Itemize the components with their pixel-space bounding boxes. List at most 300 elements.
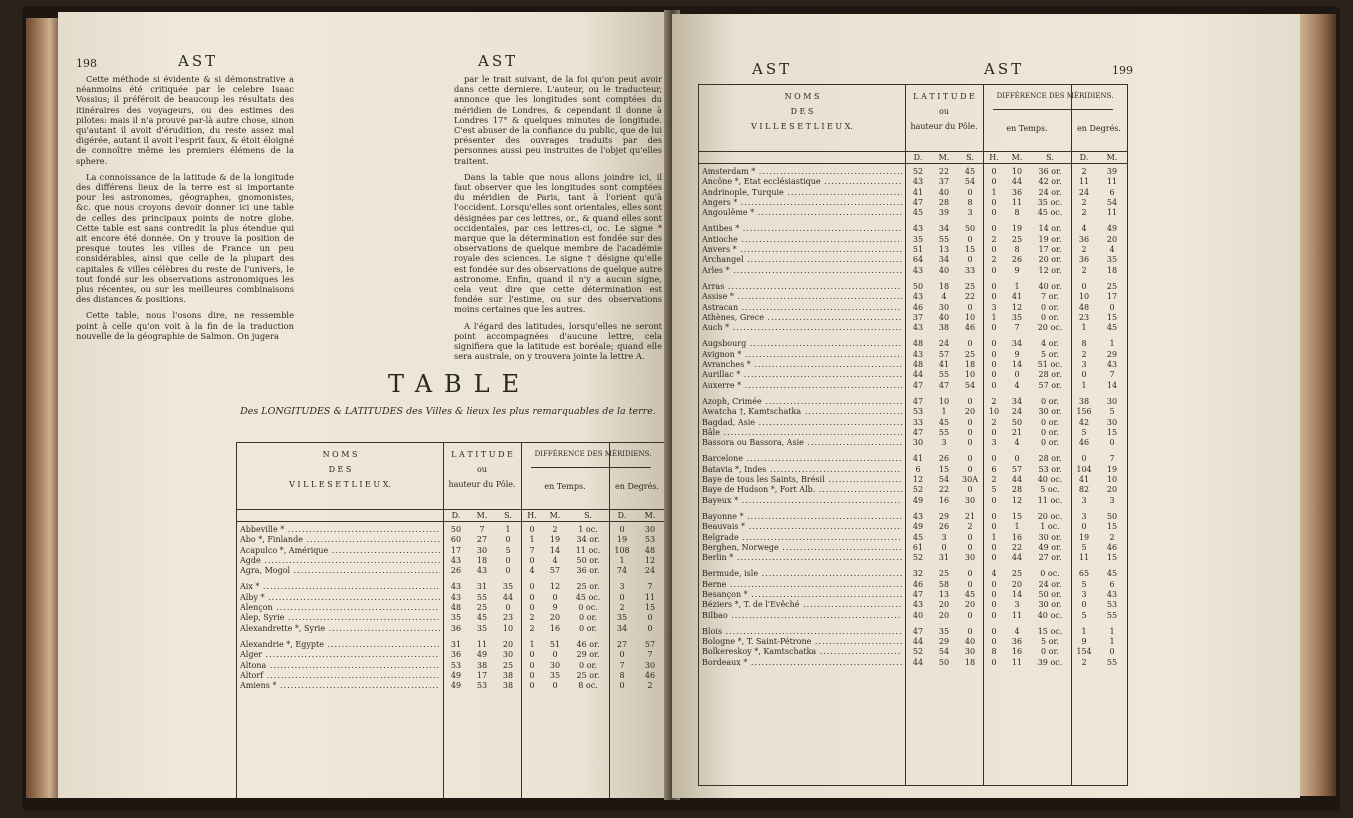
- coordinate-value: 51: [549, 639, 561, 649]
- coordinate-value: 10: [964, 312, 976, 322]
- coordinate-value: 57: [938, 349, 950, 359]
- coordinate-value: 65: [1078, 569, 1090, 579]
- coordinate-value: 1: [505, 525, 511, 534]
- coordinate-value: 50: [964, 224, 976, 234]
- coordinate-value: 40: [938, 265, 950, 275]
- table-row: [699, 627, 1127, 637]
- coordinate-value: 20: [1106, 485, 1118, 495]
- coordinate-value: 2: [1109, 532, 1115, 542]
- table-head-latitude: hauteur du Pôle.: [910, 122, 978, 131]
- coordinate-value: 45: [964, 589, 976, 599]
- coordinate-value: 41: [912, 454, 924, 464]
- coordinate-value: 21: [1011, 427, 1023, 437]
- coordinate-value: 24: [1078, 187, 1090, 197]
- coordinate-value: 33: [912, 417, 924, 427]
- place-name: Assise * .....: [702, 292, 902, 302]
- paragraph: par le trait suivant, de la foi qu'on peut avoir dans cette derniere. L'auteur, ou le traducteur, annonce que les longitudes sont comptées du méridien de Londres, & cependant il donne à Londres 17° & quelques minutes de longitude. C'est abuser de la confiance du public, que de lui présenter des ouvrages traduits par des personnes aussi peu instruites de l'objet qu'elles traitent.: [454, 74, 662, 166]
- coordinate-value: 0: [991, 292, 997, 302]
- table-head-names: V I L L E S E T L I E U X.: [751, 122, 853, 131]
- coordinate-value: 0: [991, 281, 997, 291]
- place-name: Awatcha †, Kamtschatka .....: [702, 407, 902, 417]
- coordinate-value: 49: [912, 495, 924, 505]
- coordinate-value: 39 oc.: [1037, 657, 1063, 667]
- table-head-temps: en Temps.: [1006, 124, 1048, 133]
- place-name: Auxerre * .....: [702, 381, 902, 391]
- coordinate-value: 30A: [962, 475, 978, 485]
- table-unit-label: D.: [1079, 153, 1089, 162]
- table-head-latitude: L A T I T U D E: [913, 92, 975, 101]
- coordinate-value: 39: [938, 208, 950, 218]
- coordinate-value: 34: [938, 255, 950, 265]
- table-head-names: D E S: [328, 465, 352, 474]
- coordinate-value: 12: [1011, 495, 1023, 505]
- coordinate-value: 45 oc.: [1037, 208, 1063, 218]
- running-header-left: AST: [178, 52, 219, 70]
- paragraph: A l'égard des latitudes, lorsqu'elles ne seront point accompagnées d'aucune lettre, cela signifiera que la latitude est boréale; quand elle sera australe, on y trouvera jointe la lettre A.: [454, 320, 662, 362]
- table-unit-label: H.: [989, 153, 999, 162]
- coordinate-value: 43: [912, 349, 924, 359]
- place-name: Alexandrie *, Egypte .....: [240, 640, 440, 650]
- coordinate-value: 36: [450, 623, 462, 633]
- coordinate-value: 1 oc.: [578, 525, 598, 534]
- coordinate-value: 18: [938, 281, 950, 291]
- coordinate-value: 48: [912, 360, 924, 370]
- place-name: Abbeville * .....: [240, 525, 440, 535]
- coordinate-value: 20: [1011, 579, 1023, 589]
- coordinate-value: 25: [1106, 281, 1118, 291]
- coordinate-value: 30: [964, 495, 976, 505]
- table-row: [237, 681, 665, 691]
- place-name: Bayonne * .....: [702, 512, 902, 522]
- table-row: [699, 496, 1127, 506]
- coordinate-value: 9: [552, 603, 558, 613]
- coordinate-value: 55: [938, 427, 950, 437]
- coordinate-value: 0: [1109, 302, 1115, 312]
- coordinate-value: 25: [1011, 569, 1023, 579]
- place-name: Bâle .....: [702, 428, 902, 438]
- coordinate-value: 0: [991, 626, 997, 636]
- coordinate-value: 46: [912, 302, 924, 312]
- coordinate-value: 0: [505, 555, 511, 565]
- coordinate-value: 10: [1078, 292, 1090, 302]
- coordinate-value: 0: [529, 603, 535, 613]
- coordinate-value: 47: [912, 396, 924, 406]
- coordinate-value: 0: [1081, 370, 1087, 380]
- coordinate-value: 8: [991, 647, 997, 657]
- coordinate-value: 11: [1078, 177, 1090, 187]
- coordinate-value: 38: [938, 323, 950, 333]
- table-row: [237, 546, 665, 556]
- coordinate-value: 5 or.: [1041, 637, 1059, 647]
- place-name: Bilbao .....: [702, 611, 902, 621]
- table-row: [699, 533, 1127, 543]
- place-name: Besançon * .....: [702, 590, 902, 600]
- coordinate-value: 14: [1011, 589, 1023, 599]
- table-row: [699, 428, 1127, 438]
- coordinate-value: 10: [938, 396, 950, 406]
- coordinate-value: 15: [644, 603, 656, 613]
- page-number: 199: [1112, 64, 1133, 77]
- coordinate-value: 1: [991, 532, 997, 542]
- coordinate-value: 0: [991, 245, 997, 255]
- table-row: [237, 535, 665, 545]
- coordinates-table: [236, 442, 666, 798]
- coordinate-value: 2: [967, 522, 973, 532]
- coordinate-value: 5: [991, 485, 997, 495]
- coordinate-value: 13: [938, 589, 950, 599]
- coordinate-value: 8: [1014, 245, 1020, 255]
- coordinate-value: 17: [1106, 292, 1118, 302]
- coordinate-value: 0: [941, 542, 947, 552]
- coordinate-value: 30: [912, 438, 924, 448]
- coordinate-value: 1: [1109, 637, 1115, 647]
- coordinate-value: 19: [1011, 224, 1023, 234]
- coordinate-value: 0: [529, 525, 535, 534]
- coordinate-value: 22: [1011, 542, 1023, 552]
- coordinate-value: 0 or.: [1041, 396, 1059, 406]
- coordinate-value: 46: [912, 579, 924, 589]
- coordinate-value: 27: [476, 535, 488, 545]
- table-row: [699, 454, 1127, 464]
- coordinate-value: 53: [1106, 600, 1118, 610]
- coordinate-value: 0: [529, 681, 535, 691]
- table-row: [237, 624, 665, 634]
- running-header-left: AST: [752, 60, 793, 78]
- coordinate-value: 28 or.: [1038, 454, 1062, 464]
- coordinate-value: 15 oc.: [1037, 626, 1063, 636]
- coordinate-value: 5 or.: [1041, 349, 1059, 359]
- table-unit-label: M.: [476, 511, 488, 520]
- table-rule: [237, 521, 665, 522]
- coordinate-value: 0: [991, 197, 997, 207]
- coordinate-value: 49: [1106, 224, 1118, 234]
- table-head-difference: DIFFÉRENCE DES MÉRIDIENS.: [996, 92, 1114, 100]
- table-head-names: D E S: [790, 107, 814, 116]
- coordinate-value: 2: [619, 603, 625, 613]
- coordinate-value: 4: [552, 555, 558, 565]
- coordinate-value: 57 or.: [1038, 380, 1062, 390]
- table-row: [699, 323, 1127, 333]
- coordinate-value: 41: [938, 360, 950, 370]
- coordinate-value: 20 oc.: [1037, 323, 1063, 333]
- coordinate-value: 16: [549, 623, 561, 633]
- coordinate-value: 50: [1106, 511, 1118, 521]
- place-name: Antioche .....: [702, 235, 902, 245]
- table-subtitle: Des LONGITUDES & LATITUDES des Villes & lieux les plus remarquables de la terre.: [240, 406, 656, 417]
- table-row: [699, 438, 1127, 448]
- place-name: Astracan .....: [702, 303, 902, 313]
- coordinate-value: 1: [1109, 339, 1115, 349]
- coordinate-value: 11: [1106, 177, 1118, 187]
- table-row: [699, 475, 1127, 485]
- table-brace: [531, 467, 651, 468]
- coordinate-value: 0: [991, 427, 997, 437]
- page-edges-right: [1298, 14, 1336, 796]
- place-name: Bermude, isle .....: [702, 569, 902, 579]
- coordinate-value: 44: [1011, 177, 1023, 187]
- place-name: Angers * .....: [702, 198, 902, 208]
- coordinate-value: 34: [616, 623, 628, 633]
- coordinate-value: 0: [967, 579, 973, 589]
- coordinate-value: 50 or.: [1038, 589, 1062, 599]
- coordinate-value: 4: [1014, 438, 1020, 448]
- table-row: [237, 640, 665, 650]
- table-row: [699, 658, 1127, 668]
- coordinate-value: 30 or.: [1038, 407, 1062, 417]
- coordinate-value: 10: [502, 623, 514, 633]
- coordinate-value: 47: [912, 589, 924, 599]
- coordinate-value: 23: [1078, 312, 1090, 322]
- coordinate-value: 20: [964, 600, 976, 610]
- table-row: [699, 580, 1127, 590]
- place-name: Blois .....: [702, 627, 902, 637]
- coordinate-value: 26: [938, 522, 950, 532]
- table-head-difference: DIFFÉRENCE DES MÉRIDIENS.: [534, 450, 652, 458]
- coordinate-value: 46: [964, 323, 976, 333]
- coordinate-value: 35: [912, 234, 924, 244]
- coordinate-value: 0: [991, 360, 997, 370]
- coordinate-value: 43: [912, 511, 924, 521]
- coordinate-value: 15: [964, 245, 976, 255]
- coordinate-value: 1: [1081, 323, 1087, 333]
- place-name: Abo *, Finlande .....: [240, 535, 440, 545]
- coordinate-value: 1: [1014, 281, 1020, 291]
- coordinate-value: 51: [912, 245, 924, 255]
- coordinate-value: 24: [1011, 407, 1023, 417]
- coordinate-value: 0: [967, 427, 973, 437]
- place-name: Arles * .....: [702, 266, 902, 276]
- coordinate-value: 0: [991, 542, 997, 552]
- table-row: [699, 266, 1127, 276]
- coordinate-value: 46: [644, 670, 656, 680]
- place-name: Bassora ou Bassora, Asie .....: [702, 438, 902, 448]
- coordinate-value: 43: [912, 600, 924, 610]
- coordinate-value: 35: [1011, 312, 1023, 322]
- coordinate-value: 0: [619, 650, 625, 660]
- coordinate-value: 2: [991, 396, 997, 406]
- coordinate-value: 46 or.: [576, 639, 600, 649]
- place-name: Antibes * .....: [702, 224, 902, 234]
- table-row: [699, 360, 1127, 370]
- coordinate-value: 3: [1081, 589, 1087, 599]
- coordinate-value: 53: [912, 407, 924, 417]
- coordinate-value: 55: [1106, 657, 1118, 667]
- table-row: [699, 397, 1127, 407]
- table-row: [699, 167, 1127, 177]
- coordinate-value: 22: [938, 485, 950, 495]
- table-unit-label: M.: [549, 511, 561, 520]
- coordinate-value: 27 or.: [1038, 553, 1062, 563]
- table-rule: [699, 163, 1127, 164]
- coordinate-value: 0 or.: [579, 623, 597, 633]
- text-column-1: [76, 74, 294, 347]
- coordinate-value: 44: [912, 657, 924, 667]
- paragraph: Dans la table que nous allons joindre ici, il faut observer que les longitudes sont comptées du méridien de Paris, tant à l'orient qu'à l'occident. Lorsqu'elles sont orientales, elles sont désignées par ces lettres, or., & quand elles sont occidentales, par ces lettres-ci, oc. Le signe * marque que la détermination est fondée sur des observations de quelque membre de l'académie royale des sciences. Le signe † désigne qu'elle est fondée sur des observations de quelque autre astronome. Enfin, quand il n'y a aucun signe, cela veut dire que cette détermination est fondée sur l'estime, ou sur des observations moins certaines que les autres.: [454, 171, 662, 315]
- place-name: Avignon * .....: [702, 350, 902, 360]
- place-name: Belgrade .....: [702, 533, 902, 543]
- coordinate-value: 46: [1106, 542, 1118, 552]
- coordinate-value: 30 or.: [1038, 532, 1062, 542]
- coordinate-value: 15: [1011, 511, 1023, 521]
- coordinate-value: 30: [644, 660, 656, 670]
- coordinate-value: 0: [967, 610, 973, 620]
- coordinate-value: 2: [1081, 208, 1087, 218]
- coordinate-value: 57: [549, 566, 561, 576]
- coordinate-value: 1: [529, 639, 535, 649]
- place-name: Alençon .....: [240, 603, 440, 613]
- coordinate-value: 54: [938, 647, 950, 657]
- coordinate-value: 1: [991, 312, 997, 322]
- coordinate-value: 41: [1011, 292, 1023, 302]
- table-row: [699, 381, 1127, 391]
- coordinate-value: 36 or.: [1038, 167, 1062, 176]
- table-row: [699, 485, 1127, 495]
- coordinate-value: 22: [938, 167, 950, 176]
- table-row: [237, 566, 665, 576]
- coordinate-value: 40: [938, 312, 950, 322]
- coordinate-value: 4: [529, 566, 535, 576]
- coordinate-value: 3: [1081, 511, 1087, 521]
- running-header-right: AST: [984, 60, 1025, 78]
- coordinate-value: 11: [1106, 208, 1118, 218]
- place-name: Berlin * .....: [702, 553, 902, 563]
- coordinate-value: 15: [938, 464, 950, 474]
- coordinate-value: 0: [1081, 600, 1087, 610]
- table-head-names: N O M S: [784, 92, 820, 101]
- table-row: [699, 255, 1127, 265]
- coordinate-value: 0: [505, 603, 511, 613]
- coordinate-value: 6: [991, 464, 997, 474]
- coordinate-value: 13: [938, 245, 950, 255]
- coordinate-value: 0: [1014, 370, 1020, 380]
- coordinate-value: 7: [647, 582, 653, 592]
- coordinate-value: 20: [1106, 234, 1118, 244]
- coordinate-value: 1: [1081, 626, 1087, 636]
- coordinate-value: 14: [549, 545, 561, 555]
- coordinate-value: 54: [1106, 197, 1118, 207]
- table-row: [699, 553, 1127, 563]
- coordinate-value: 45: [964, 167, 976, 176]
- coordinate-value: 0: [552, 592, 558, 602]
- coordinate-value: 38: [502, 670, 514, 680]
- coordinate-value: 11: [476, 639, 488, 649]
- coordinate-value: 54: [964, 380, 976, 390]
- table-row: [237, 603, 665, 613]
- coordinate-value: 0: [552, 650, 558, 660]
- coordinate-value: 0: [529, 660, 535, 670]
- place-name: Amsterdam * .....: [702, 167, 902, 177]
- coordinate-value: 35: [938, 626, 950, 636]
- coordinate-value: 8 oc.: [578, 681, 598, 691]
- coordinate-value: 0: [967, 542, 973, 552]
- coordinate-value: 35: [450, 613, 462, 623]
- coordinate-value: 0: [967, 234, 973, 244]
- coordinate-value: 4 or.: [1041, 339, 1059, 349]
- coordinate-value: 5: [1081, 427, 1087, 437]
- coordinate-value: 4: [991, 569, 997, 579]
- coordinate-value: 4: [1014, 626, 1020, 636]
- coordinate-value: 34: [938, 224, 950, 234]
- coordinate-value: 44: [912, 370, 924, 380]
- coordinate-value: 25 or.: [576, 670, 600, 680]
- coordinate-value: 18: [476, 555, 488, 565]
- coordinate-value: 45: [1106, 569, 1118, 579]
- coordinate-value: 15: [1106, 553, 1118, 563]
- coordinate-value: 53: [644, 535, 656, 545]
- place-name: Altorf .....: [240, 671, 440, 681]
- place-name: Barcelone .....: [702, 454, 902, 464]
- coordinate-value: 2: [1081, 197, 1087, 207]
- coordinate-value: 0: [967, 532, 973, 542]
- table-row: [699, 235, 1127, 245]
- coordinate-value: 1: [1109, 626, 1115, 636]
- coordinate-value: 48: [1078, 302, 1090, 312]
- table-head-latitude: hauteur du Pôle.: [448, 480, 516, 489]
- coordinate-value: 39: [1106, 167, 1118, 176]
- coordinate-value: 108: [614, 545, 630, 555]
- place-name: Aix * .....: [240, 582, 440, 592]
- table-row: [699, 407, 1127, 417]
- coordinate-value: 1: [529, 535, 535, 545]
- coordinate-value: 30: [476, 545, 488, 555]
- coordinate-value: 4: [1109, 245, 1115, 255]
- coordinate-value: 58: [938, 579, 950, 589]
- place-name: Agra, Mogol .....: [240, 566, 440, 576]
- place-name: Archangel .....: [702, 255, 902, 265]
- coordinate-value: 24: [644, 566, 656, 576]
- coordinate-value: 2: [991, 475, 997, 485]
- coordinate-value: 33: [964, 265, 976, 275]
- coordinate-value: 43: [1106, 360, 1118, 370]
- coordinate-value: 0: [991, 600, 997, 610]
- coordinate-value: 1: [1014, 522, 1020, 532]
- place-name: Alep, Syrie .....: [240, 613, 440, 623]
- coordinate-value: 17 or.: [1038, 245, 1062, 255]
- coordinate-value: 40: [964, 637, 976, 647]
- table-head-temps: en Temps.: [544, 482, 586, 491]
- table-unit-label: S.: [504, 511, 512, 520]
- coordinate-value: 46: [1078, 438, 1090, 448]
- coordinate-value: 48: [450, 603, 462, 613]
- coordinate-value: 0: [529, 582, 535, 592]
- coordinate-value: 2: [647, 681, 653, 691]
- table-row: [699, 224, 1127, 234]
- coordinate-value: 38: [476, 660, 488, 670]
- coordinate-value: 49: [450, 681, 462, 691]
- paragraph: Cette méthode si évidente & si démonstrative a néanmoins été critiquée par le celebre Isaac Vossius; il préféroit de beaucoup les résultats des itinéraires des voyageurs, ou des estimes des pilotes: mais il n'a prouvé par-là autre chose, sinon qu'autant il avoit d'érudition, du reste assez mal digérée, autant il avoit l'esprit faux, & étoit éloigné de connoître même les premiers élémens de la sphere.: [76, 74, 294, 166]
- table-head-names: V I L L E S E T L I E U X.: [289, 480, 391, 489]
- coordinate-value: 17: [476, 670, 488, 680]
- coordinate-value: 37: [912, 312, 924, 322]
- place-name: Bayeux * .....: [702, 496, 902, 506]
- coordinate-value: 35: [502, 582, 514, 592]
- coordinate-value: 3: [967, 208, 973, 218]
- coordinate-value: 49: [476, 650, 488, 660]
- coordinate-value: 50: [912, 281, 924, 291]
- coordinate-value: 0: [991, 610, 997, 620]
- coordinate-value: 0: [991, 511, 997, 521]
- table-row: [699, 177, 1127, 187]
- coordinate-value: 50: [1011, 417, 1023, 427]
- coordinate-value: 42 or.: [1038, 177, 1062, 187]
- coordinate-value: 47: [912, 380, 924, 390]
- table-row: [237, 613, 665, 623]
- table-row: [699, 313, 1127, 323]
- coordinate-value: 2: [1081, 265, 1087, 275]
- place-name: Batavia *, Indes .....: [702, 465, 902, 475]
- coordinate-value: 7: [529, 545, 535, 555]
- table-unit-label: M.: [938, 153, 950, 162]
